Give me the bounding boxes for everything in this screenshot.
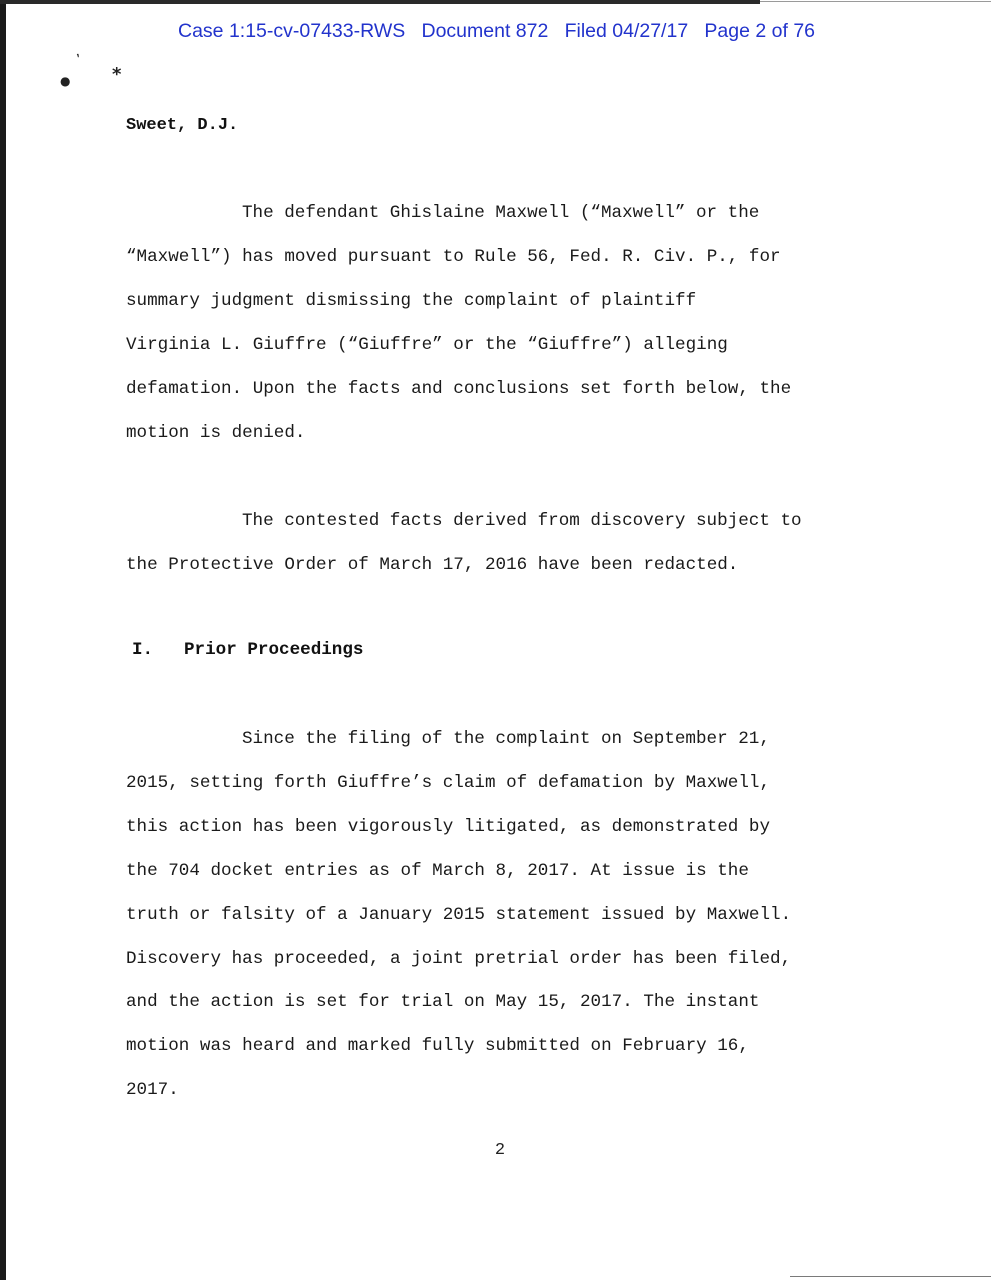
paragraph-redaction-notice — [126, 500, 886, 588]
text-line: truth or falsity of a January 2015 statement issued by Maxwell. — [126, 904, 792, 925]
text-line: defamation. Upon the facts and conclusions set forth below, the — [126, 378, 792, 399]
paragraph-motion-summary — [126, 192, 886, 455]
text-line: The contested facts derived from discovery subject to — [242, 511, 802, 531]
section-title: Prior Proceedings — [184, 640, 364, 660]
text-line: this action has been vigorously litigated, as demonstrated by — [126, 816, 771, 837]
text-line: summary judgment dismissing the complaint of plaintiff — [126, 290, 697, 311]
page-number: 2 — [494, 1141, 506, 1160]
judge-attribution: Sweet, D.J. — [126, 116, 239, 135]
text-line: the 704 docket entries as of March 8, 2017. At issue is the — [126, 860, 749, 881]
section-heading — [132, 640, 364, 660]
scan-top-edge — [0, 0, 760, 4]
scan-top-edge-faint — [760, 1, 991, 2]
text-line: and the action is set for trial on May 15, 2017. The instant — [126, 992, 760, 1013]
scan-speck-mark: * — [112, 64, 122, 85]
text-line: “Maxwell”) has moved pursuant to Rule 56, Fed. R. Civ. P., for — [126, 246, 781, 267]
scan-speck-mark: ● — [60, 74, 71, 88]
paragraph-prior-proceedings — [126, 718, 886, 1113]
text-line: Discovery has proceeded, a joint pretrial order has been filed, — [126, 948, 792, 969]
text-line: motion was heard and marked fully submitted on February 16, — [126, 1036, 749, 1057]
text-line: Virginia L. Giuffre (“Giuffre” or the “Giuffre”) alleging — [126, 334, 728, 355]
scan-bottom-line — [790, 1276, 991, 1277]
text-line: the Protective Order of March 17, 2016 have been redacted. — [126, 554, 739, 575]
text-line: motion is denied. — [126, 422, 306, 443]
text-line: 2017. — [126, 1080, 179, 1101]
section-number: I. — [132, 640, 154, 660]
scan-left-edge — [0, 0, 6, 1280]
scan-speck-mark: , — [70, 43, 83, 61]
text-line: Since the filing of the complaint on September 21, — [242, 729, 770, 749]
text-line: The defendant Ghislaine Maxwell (“Maxwell” or the — [242, 203, 760, 223]
ecf-filing-stamp: Case 1:15-cv-07433-RWS Document 872 Filed 04/27/17 Page 2 of 76 — [178, 20, 816, 42]
text-line: 2015, setting forth Giuffre’s claim of defamation by Maxwell, — [126, 772, 771, 793]
